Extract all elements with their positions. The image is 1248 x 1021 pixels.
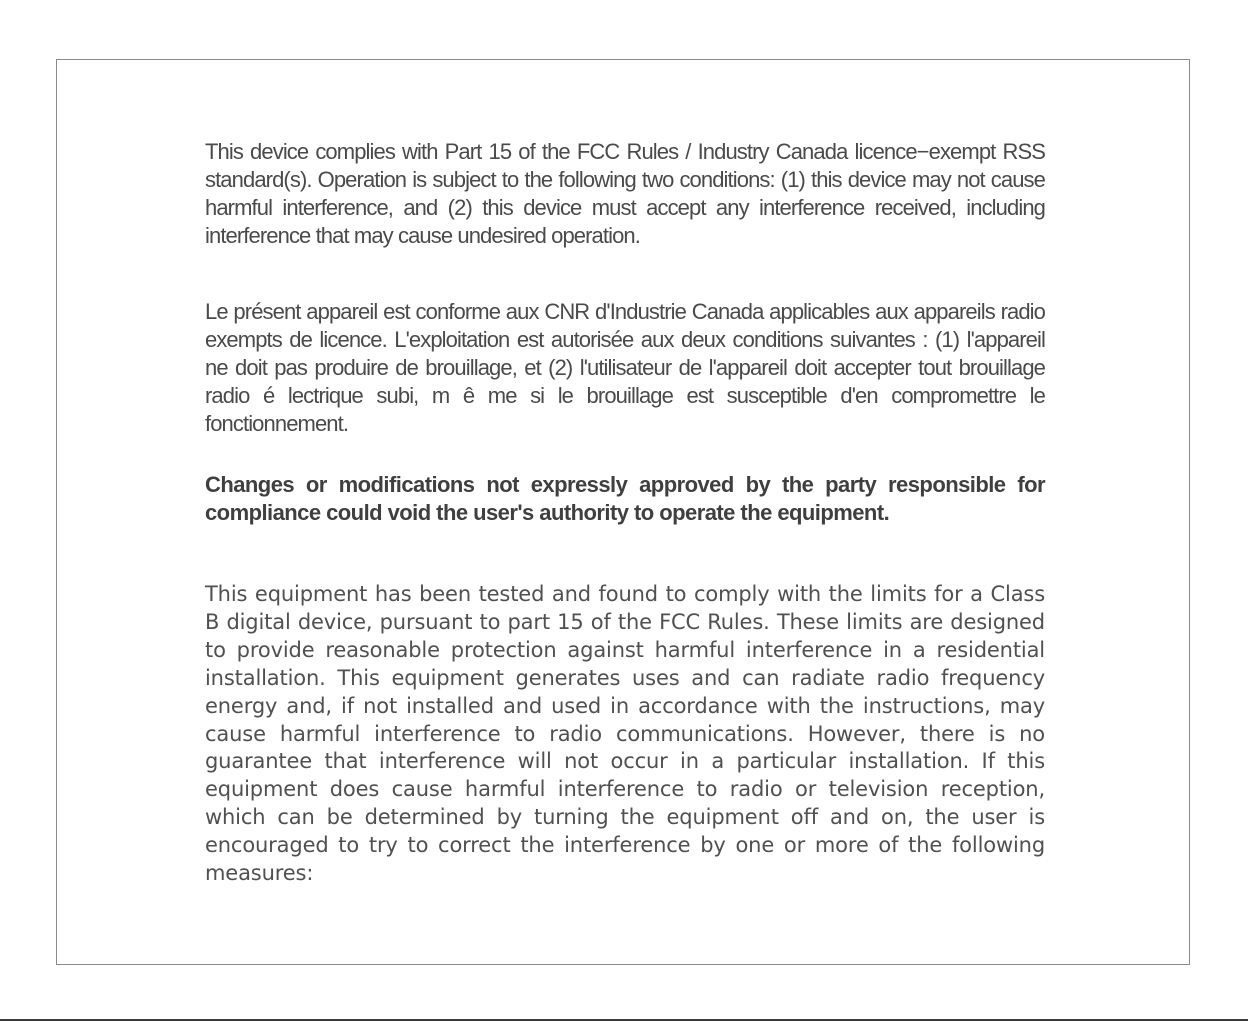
- industry-canada-paragraph: Le présent appareil est conforme aux CNR d'Industrie Canada applicables aux appareils radio exempts de licence. L'exploitation est autorisée aux deux conditions suivantes : (1) l'appareil ne doit pas produire de brouillage, et (2) l'utilisateur de l'appareil doit accepter tout brouillage radio é lectrique subi, m ê me si le brouillage est susceptible d'en compromettre le fonctionnement.: [205, 299, 1045, 436]
- regulatory-notice: [205, 138, 1045, 888]
- modification-warning-paragraph: Changes or modifications not expressly approved by the party responsible for compliance could void the user's authority to operate the equipment.: [205, 472, 1045, 525]
- fcc-compliance-paragraph: This device complies with Part 15 of the FCC Rules / Industry Canada licence−exempt RSS standard(s). Operation is subject to the following two conditions: (1) this device may not cause harmful interference, and (2) this device must accept any interference received, including interference that may cause undesired operation.: [205, 139, 1045, 248]
- class-b-device-paragraph: This equipment has been tested and found to comply with the limits for a Class B digital device, pursuant to part 15 of the FCC Rules. These limits are designed to provide reasonable protection against harmful interference in a residential installation. This equipment generates uses and can radiate radio frequency energy and, if not installed and used in accordance with the instructions, may cause harmful interference to radio communications. However, there is no guarantee that interference will not occur in a particular installation. If this equipment does cause harmful interference to radio or television reception, which can be determined by turning the equipment off and on, the user is encouraged to try to correct the interference by one or more of the following measures:: [205, 582, 1045, 886]
